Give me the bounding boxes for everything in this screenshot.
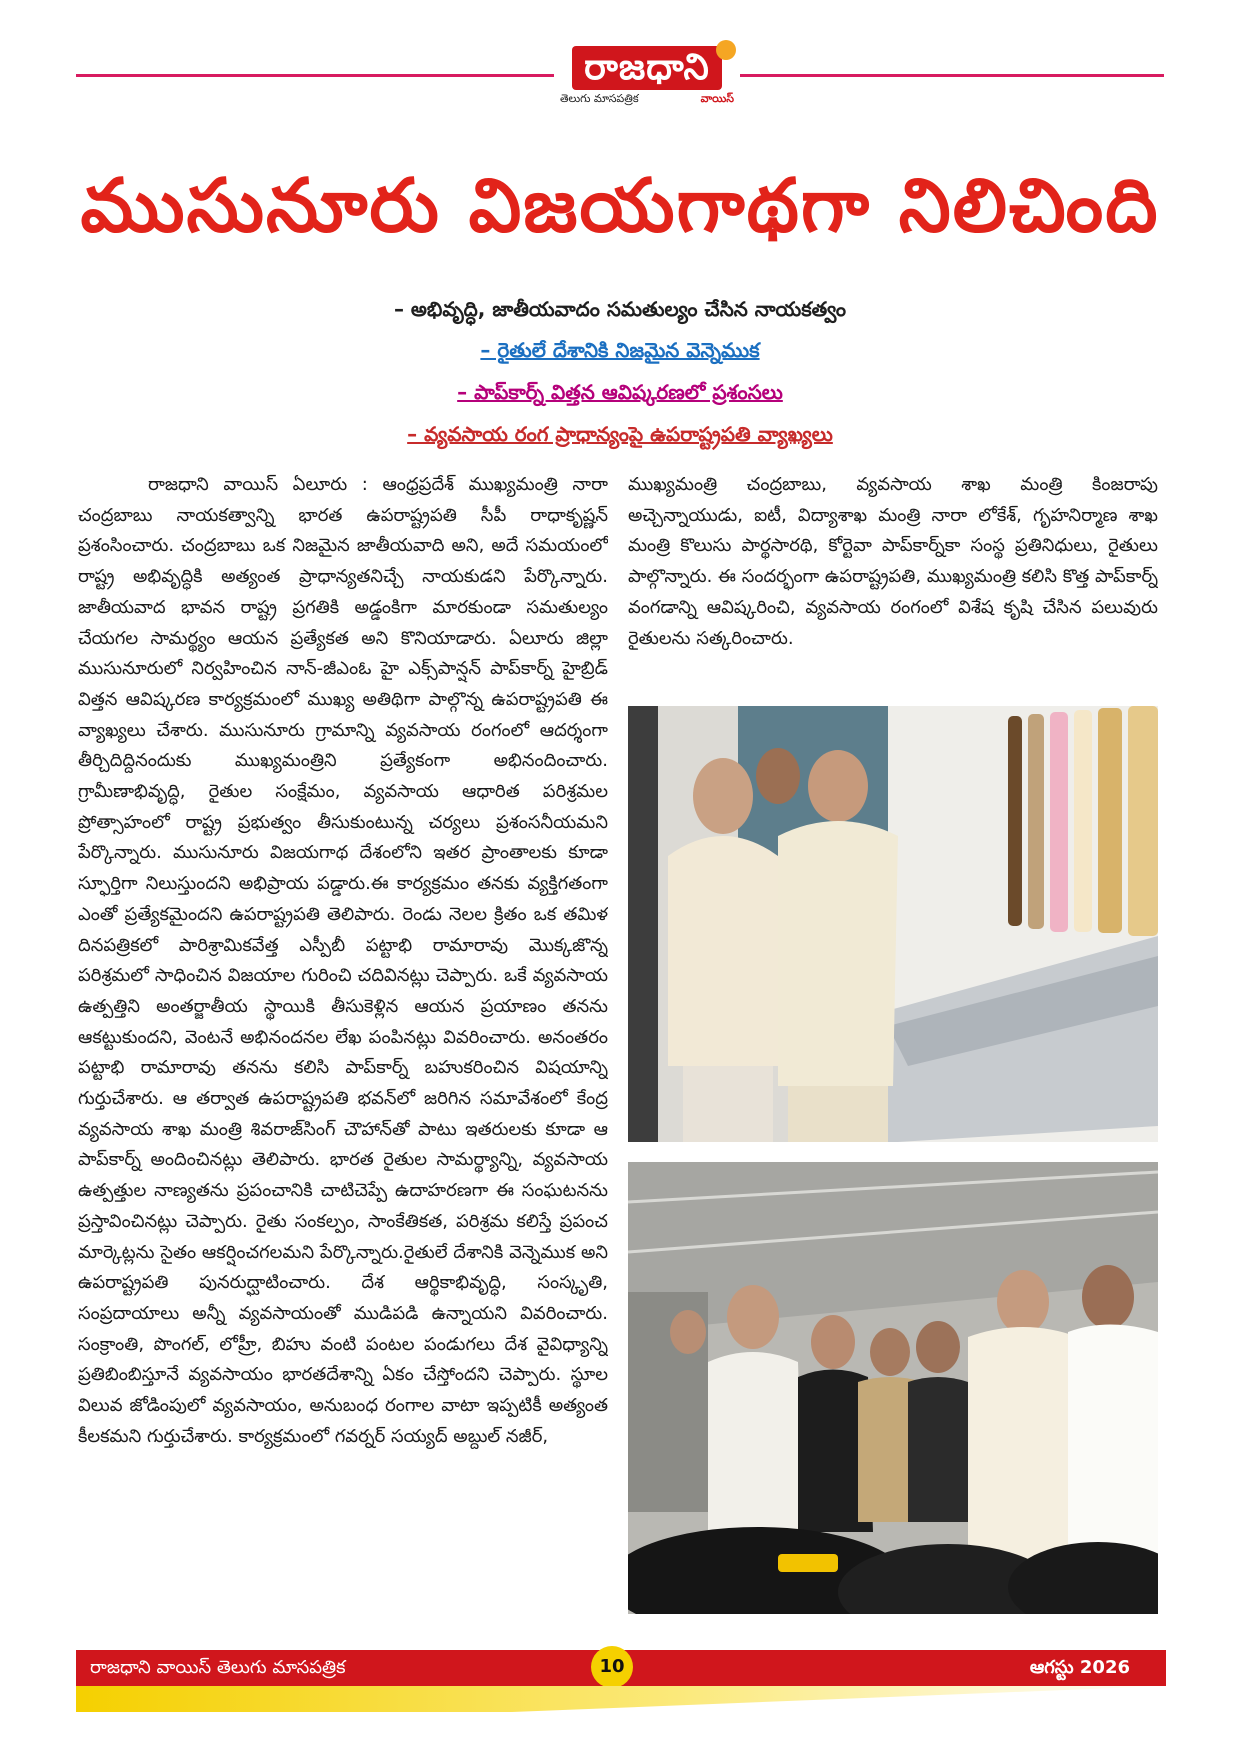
body-column-right	[628, 470, 1158, 685]
masthead-logo	[552, 46, 742, 108]
logo-tagline: తెలుగు మాసపత్రిక	[560, 92, 639, 105]
footer-issue-date: ఆగస్టు 2026	[1029, 1657, 1130, 1678]
body-column-left	[78, 470, 608, 1626]
page-number: 10	[591, 1646, 633, 1688]
photo-popcorn-plant-tour	[628, 706, 1158, 1142]
subhead-4: – వ్యవసాయ రంగ ప్రాధాన్యంపై ఉపరాష్ట్రపతి వ్యాఖ్యలు	[407, 422, 833, 446]
sun-icon	[716, 40, 736, 60]
logo-subline	[552, 92, 742, 108]
footer-yellow-band	[76, 1686, 1166, 1712]
subhead-2: – రైతులే దేశానికి నిజమైన వెన్నెముక	[480, 338, 760, 362]
body-text-right: ముఖ్యమంత్రి చంద్రబాబు, వ్యవసాయ శాఖ మంత్రి కింజరాపు అచ్చెన్నాయుడు, ఐటీ, విద్యాశాఖ మంత్రి నారా లోకేశ్, గృహనిర్మాణ శాఖ మంత్రి కొలుసు పార్థసారథి, కోర్టెవా పాప్‌కార్న్‌కా సంస్థ ప్రతినిధులు, రైతులు పాల్గొన్నారు. ఈ సందర్భంగా ఉపరాష్ట్రపతి, ముఖ్యమంత్రి కలిసి కొత్త పాప్‌కార్న్ వంగడాన్ని ఆవిష్కరించి, వ్యవసాయ రంగంలో విశేష కృషి చేసిన పలువురు రైతులను సత్కరించారు.	[628, 474, 1158, 649]
subhead-3: – పాప్‌కార్న్ విత్తన ఆవిష్కరణలో ప్రశంసలు	[457, 380, 783, 404]
footer-publication: రాజధాని వాయిస్ తెలుగు మాసపత్రిక	[90, 1657, 346, 1678]
article-headline: ముసునూరు విజయగాథగా నిలిచింది	[80, 163, 1160, 249]
top-rule-right	[740, 74, 1164, 77]
top-rule-left	[76, 74, 554, 77]
page-footer	[76, 1650, 1166, 1686]
logo-text: రాజధాని	[572, 46, 722, 90]
body-text-left: రాజధాని వాయిస్ ఏలూరు : ఆంధ్రప్రదేశ్ ముఖ్యమంత్రి నారా చంద్రబాబు నాయకత్వాన్ని భారత ఉపరాష్ట్రపతి సీపీ రాధాకృష్ణన్ ప్రశంసించారు. చంద్రబాబు ఒక నిజమైన జాతీయవాది అని, అదే సమయంలో రాష్ట్ర అభివృద్ధికి అత్యంత ప్రాధాన్యతనిచ్చే నాయకుడని పేర్కొన్నారు. జాతీయవాద భావన రాష్ట్ర ప్రగతికి అడ్డంకిగా మారకుండా సమతుల్యం చేయగల సామర్థ్యం ఆయన ప్రత్యేకత అని కొనియాడారు. ఏలూరు జిల్లా ముసునూరులో నిర్వహించిన నాన్-జీఎంఓ హై ఎక్స్‌పాన్షన్ పాప్‌కార్న్ హైబ్రిడ్ విత్తన ఆవిష్కరణ కార్యక్రమంలో ముఖ్య అతిథిగా పాల్గొన్న ఉపరాష్ట్రపతి ఈ వ్యాఖ్యలు చేశారు. ముసునూరు గ్రామాన్ని వ్యవసాయ రంగంలో ఆదర్శంగా తీర్చిదిద్దినందుకు ముఖ్యమంత్రిని ప్రత్యేకంగా అభినందించారు. గ్రామీణాభివృద్ధి, రైతుల సంక్షేమం, వ్యవసాయ ఆధారిత పరిశ్రమల ప్రోత్సాహంలో రాష్ట్ర ప్రభుత్వం తీసుకుంటున్న చర్యలు ప్రశంసనీయమని పేర్కొన్నారు. ముసునూరు విజయగాథ దేశంలోని ఇతర ప్రాంతాలకు కూడా స్ఫూర్తిగా నిలుస్తుందని అభిప్రాయ పడ్డారు.ఈ కార్యక్రమం తనకు వ్యక్తిగతంగా ఎంతో ప్రత్యేకమైందని ఉపరాష్ట్రపతి తెలిపారు. రెండు నెలల క్రితం ఒక తమిళ దినపత్రికలో పారిశ్రామికవేత్త ఎస్పీబీ పట్టాభి రామారావు మొక్కజొన్న పరిశ్రమలో సాధించిన విజయాల గురించి చదివినట్లు చెప్పారు. ఒకే వ్యవసాయ ఉత్పత్తిని అంతర్జాతీయ స్థాయికి తీసుకెళ్లిన ఆయన ప్రయాణం తనను ఆకట్టుకుందని, వెంటనే అభినందనల లేఖ పంపినట్లు వివరించారు. అనంతరం పట్టాభి రామారావు తనను కలిసి పాప్‌కార్న్ బహుకరించిన విషయాన్ని గుర్తుచేశారు. ఆ తర్వాత ఉపరాష్ట్రపతి భవన్‌లో జరిగిన సమావేశంలో కేంద్ర వ్యవసాయ శాఖ మంత్రి శివరాజ్‌సింగ్ చౌహాన్‌తో పాటు ఇతరులకు కూడా ఆ పాప్‌కార్న్ అందించినట్లు తెలిపారు. భారత రైతుల సామర్థ్యాన్ని, వ్యవసాయ ఉత్పత్తుల నాణ్యతను ప్రపంచానికి చాటిచెప్పే ఉదాహరణగా ఈ సంఘటనను ప్రస్తావించినట్లు చెప్పారు. రైతు సంకల్పం, సాంకేతికత, పరిశ్రమ కలిస్తే ప్రపంచ మార్కెట్లను సైతం ఆకర్షించగలమని పేర్కొన్నారు.రైతులే దేశానికి వెన్నెముక అని ఉపరాష్ట్రపతి పునరుద్ఘాటించారు. దేశ ఆర్థికాభివృద్ధి, సంస్కృతి, సంప్రదాయాలు అన్నీ వ్యవసాయంతో ముడిపడి ఉన్నాయని వివరించారు. సంక్రాంతి, పొంగల్, లోహ్రీ, బిహు వంటి పంటల పండుగలు దేశ వైవిధ్యాన్ని ప్రతిబింబిస్తూనే వ్యవసాయం భారతదేశాన్ని ఏకం చేస్తోందని చెప్పారు. స్థూల విలువ జోడింపులో వ్యవసాయం, అనుబంధ రంగాల వాటా ఇప్పటికీ అత్యంత కీలకమని గుర్తుచేశారు. కార్యక్రమంలో గవర్నర్ సయ్యద్ అబ్దుల్ నజీర్,	[78, 474, 608, 1447]
photo-warehouse-visit	[628, 1162, 1158, 1614]
logo-voice: వాయిస్	[700, 92, 734, 105]
subhead-1: – అభివృద్ధి, జాతీయవాదం సమతుల్యం చేసిన నాయకత్వం	[393, 297, 847, 321]
